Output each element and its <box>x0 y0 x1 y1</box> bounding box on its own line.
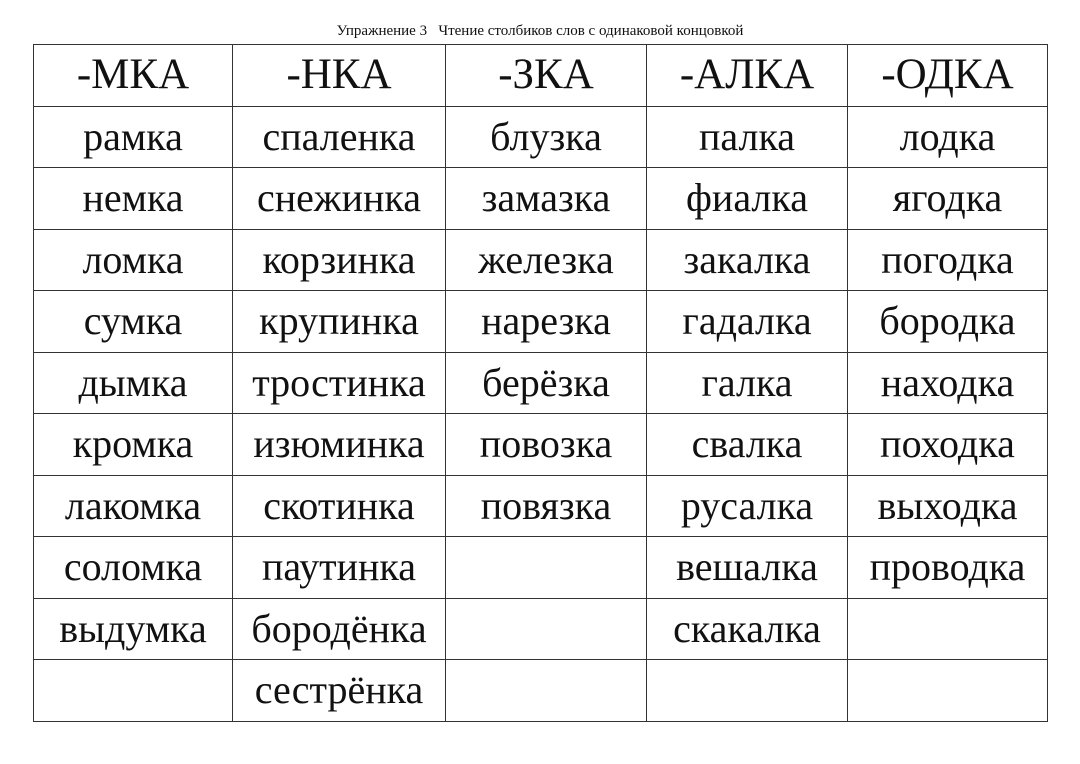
header-alka: -АЛКА <box>647 45 848 107</box>
word-cell: берёзка <box>446 352 647 414</box>
word-cell: замазка <box>446 168 647 230</box>
word-cell: гадалка <box>647 291 848 353</box>
word-cell: погодка <box>848 229 1048 291</box>
word-cell: рамка <box>34 106 233 168</box>
word-cell: изюминка <box>233 414 446 476</box>
word-cell: крупинка <box>233 291 446 353</box>
word-cell: тростинка <box>233 352 446 414</box>
table-row <box>34 352 1048 414</box>
word-table <box>33 44 1048 722</box>
word-cell: выдумка <box>34 598 233 660</box>
word-cell: соломка <box>34 537 233 599</box>
word-cell <box>34 660 233 722</box>
word-cell <box>446 598 647 660</box>
word-cell: русалка <box>647 475 848 537</box>
table-row <box>34 660 1048 722</box>
header-mka: -МКА <box>34 45 233 107</box>
table-row <box>34 475 1048 537</box>
word-cell: дымка <box>34 352 233 414</box>
table-row <box>34 598 1048 660</box>
word-cell: походка <box>848 414 1048 476</box>
word-cell: фиалка <box>647 168 848 230</box>
word-cell: ягодка <box>848 168 1048 230</box>
word-cell: палка <box>647 106 848 168</box>
word-cell: паутинка <box>233 537 446 599</box>
word-cell: сестрёнка <box>233 660 446 722</box>
word-cell: лодка <box>848 106 1048 168</box>
word-cell: спаленка <box>233 106 446 168</box>
word-cell: закалка <box>647 229 848 291</box>
header-nka: -НКА <box>233 45 446 107</box>
table-row <box>34 414 1048 476</box>
word-cell: нарезка <box>446 291 647 353</box>
word-cell: бородёнка <box>233 598 446 660</box>
exercise-title: Упражнение 3 Чтение столбиков слов с одинаковой концовкой <box>336 23 744 39</box>
table-row <box>34 291 1048 353</box>
word-cell: повозка <box>446 414 647 476</box>
word-cell: лакомка <box>34 475 233 537</box>
word-cell: проводка <box>848 537 1048 599</box>
word-cell: блузка <box>446 106 647 168</box>
word-cell <box>848 598 1048 660</box>
word-cell: ломка <box>34 229 233 291</box>
word-cell: немка <box>34 168 233 230</box>
word-cell <box>446 537 647 599</box>
header-zka: -ЗКА <box>446 45 647 107</box>
header-odka: -ОДКА <box>848 45 1048 107</box>
word-cell: железка <box>446 229 647 291</box>
table-row <box>34 229 1048 291</box>
word-cell <box>848 660 1048 722</box>
word-cell: сумка <box>34 291 233 353</box>
word-cell: выходка <box>848 475 1048 537</box>
word-cell: галка <box>647 352 848 414</box>
word-cell: повязка <box>446 475 647 537</box>
header-row <box>34 45 1048 107</box>
word-cell: находка <box>848 352 1048 414</box>
word-cell: скакалка <box>647 598 848 660</box>
table-row <box>34 168 1048 230</box>
word-cell: бородка <box>848 291 1048 353</box>
word-cell: свалка <box>647 414 848 476</box>
word-cell: кромка <box>34 414 233 476</box>
word-cell: скотинка <box>233 475 446 537</box>
word-cell <box>647 660 848 722</box>
word-cell: вешалка <box>647 537 848 599</box>
table-row <box>34 537 1048 599</box>
word-cell <box>446 660 647 722</box>
word-cell: снежинка <box>233 168 446 230</box>
word-cell: корзинка <box>233 229 446 291</box>
table-row <box>34 106 1048 168</box>
